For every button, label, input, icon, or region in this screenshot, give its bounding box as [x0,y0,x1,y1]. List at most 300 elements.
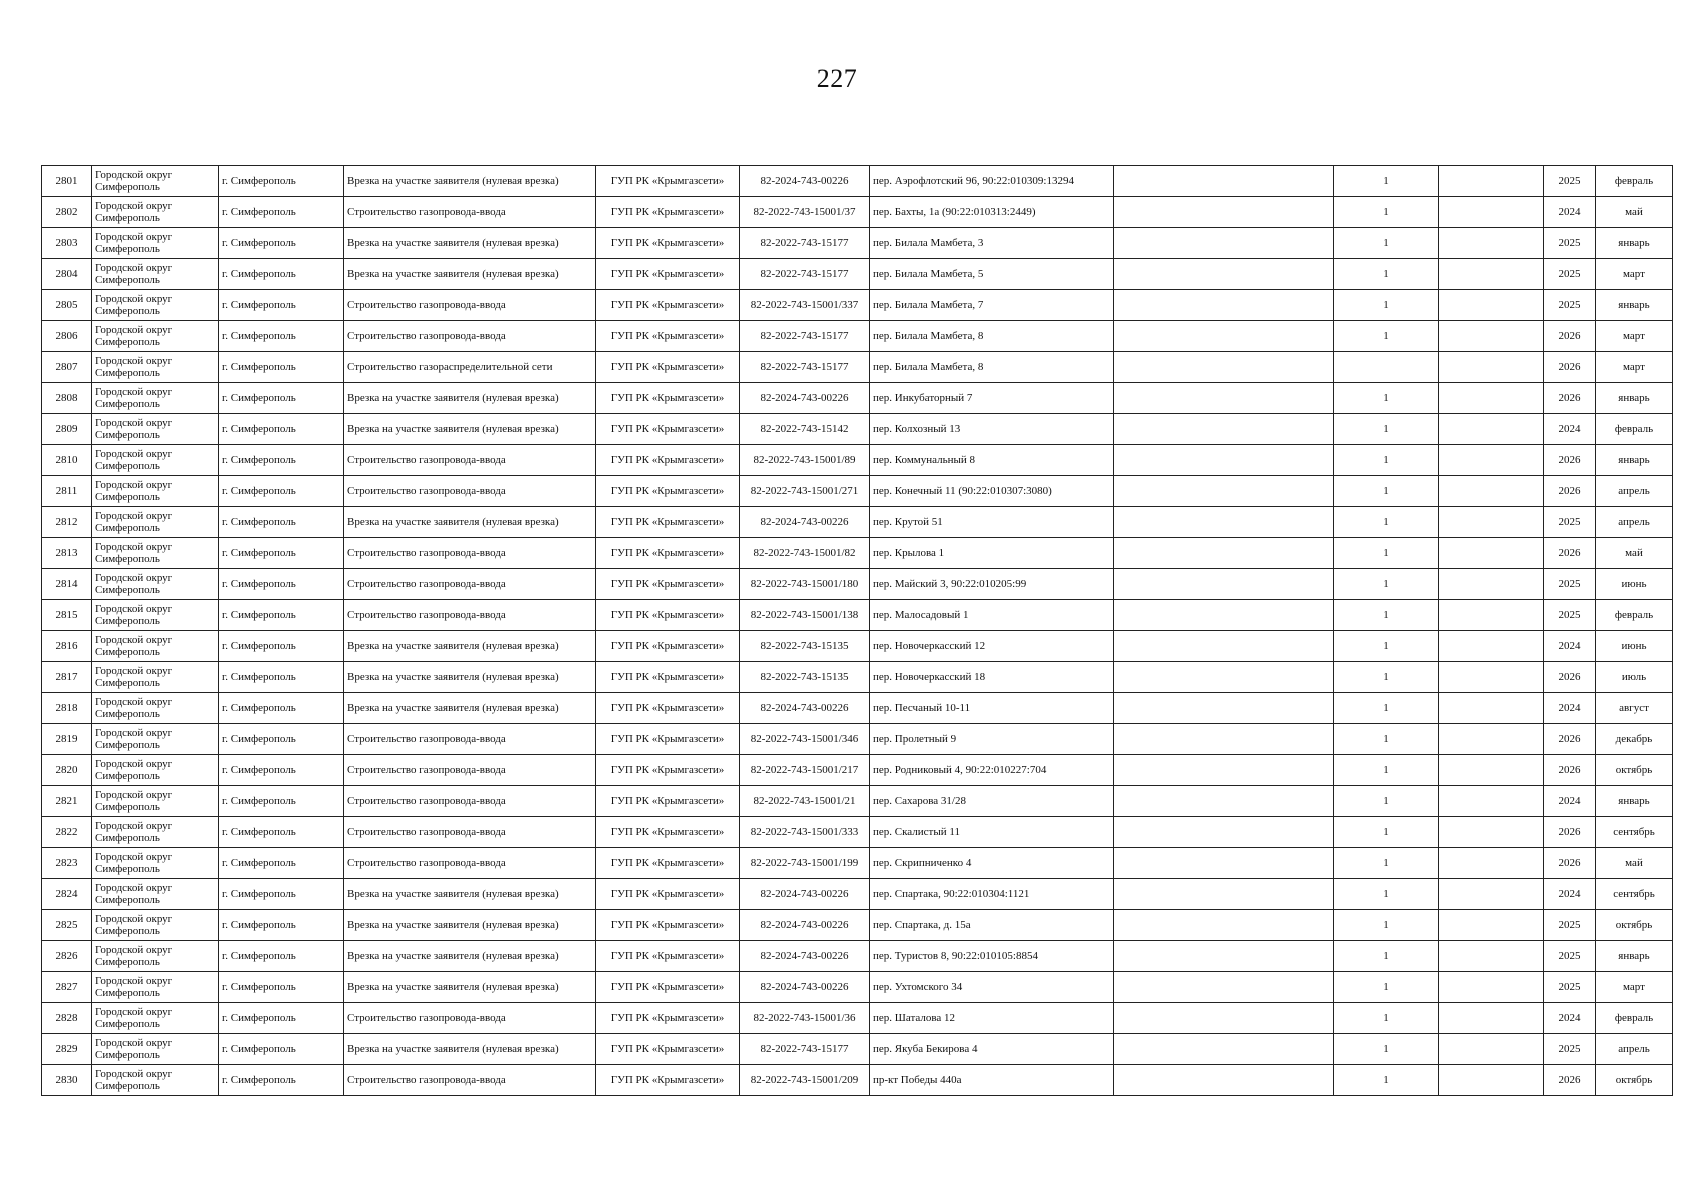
address-cell: пер. Ухтомского 34 [870,972,1114,1003]
district-cell: Городской округ Симферополь [92,972,219,1003]
quantity-cell: 1 [1334,197,1439,228]
owner-cell: ГУП РК «Крымгазсети» [596,228,740,259]
address-cell: пер. Крутой 51 [870,507,1114,538]
row-number: 2808 [42,383,92,414]
month-cell: июнь [1596,569,1673,600]
program-code-cell: 82-2022-743-15177 [740,1034,870,1065]
work-type-cell: Врезка на участке заявителя (нулевая врезка) [344,972,596,1003]
row-number: 2822 [42,817,92,848]
year-cell: 2025 [1544,569,1596,600]
year-cell: 2026 [1544,476,1596,507]
empty-cell [1439,755,1544,786]
month-cell: март [1596,321,1673,352]
row-number: 2811 [42,476,92,507]
district-cell: Городской округ Симферополь [92,631,219,662]
row-number: 2815 [42,600,92,631]
program-code-cell: 82-2022-743-15177 [740,352,870,383]
empty-cell [1114,507,1334,538]
row-number: 2825 [42,910,92,941]
empty-cell [1439,724,1544,755]
row-number: 2820 [42,755,92,786]
year-cell: 2026 [1544,1065,1596,1096]
quantity-cell: 1 [1334,693,1439,724]
row-number: 2807 [42,352,92,383]
row-number: 2806 [42,321,92,352]
empty-cell [1439,600,1544,631]
year-cell: 2024 [1544,197,1596,228]
empty-cell [1114,228,1334,259]
empty-cell [1439,848,1544,879]
address-cell: пер. Спартака, д. 15а [870,910,1114,941]
quantity-cell [1334,352,1439,383]
address-cell: пер. Родниковый 4, 90:22:010227:704 [870,755,1114,786]
address-cell: пер. Бахты, 1а (90:22:010313:2449) [870,197,1114,228]
month-cell: январь [1596,786,1673,817]
row-number: 2819 [42,724,92,755]
work-type-cell: Врезка на участке заявителя (нулевая врезка) [344,166,596,197]
address-cell: пер. Шаталова 12 [870,1003,1114,1034]
empty-cell [1114,662,1334,693]
city-cell: г. Симферополь [219,414,344,445]
district-cell: Городской округ Симферополь [92,662,219,693]
city-cell: г. Симферополь [219,166,344,197]
registry-table [41,165,1673,1096]
month-cell: апрель [1596,1034,1673,1065]
quantity-cell: 1 [1334,941,1439,972]
year-cell: 2024 [1544,1003,1596,1034]
empty-cell [1114,817,1334,848]
row-number: 2817 [42,662,92,693]
city-cell: г. Симферополь [219,848,344,879]
work-type-cell: Строительство газопровода-ввода [344,197,596,228]
table-row [42,910,1673,941]
empty-cell [1439,910,1544,941]
empty-cell [1114,197,1334,228]
program-code-cell: 82-2022-743-15001/89 [740,445,870,476]
empty-cell [1439,259,1544,290]
empty-cell [1439,445,1544,476]
year-cell: 2026 [1544,817,1596,848]
city-cell: г. Симферополь [219,507,344,538]
city-cell: г. Симферополь [219,569,344,600]
city-cell: г. Симферополь [219,662,344,693]
empty-cell [1439,693,1544,724]
year-cell: 2025 [1544,259,1596,290]
empty-cell [1439,476,1544,507]
address-cell: пер. Билала Мамбета, 8 [870,352,1114,383]
district-cell: Городской округ Симферополь [92,786,219,817]
owner-cell: ГУП РК «Крымгазсети» [596,631,740,662]
month-cell: март [1596,972,1673,1003]
month-cell: февраль [1596,166,1673,197]
address-cell: пер. Билала Мамбета, 3 [870,228,1114,259]
row-number: 2805 [42,290,92,321]
address-cell: пер. Билала Мамбета, 8 [870,321,1114,352]
month-cell: январь [1596,445,1673,476]
empty-cell [1114,941,1334,972]
table-row [42,693,1673,724]
quantity-cell: 1 [1334,786,1439,817]
row-number: 2824 [42,879,92,910]
owner-cell: ГУП РК «Крымгазсети» [596,848,740,879]
city-cell: г. Симферополь [219,259,344,290]
month-cell: декабрь [1596,724,1673,755]
city-cell: г. Симферополь [219,445,344,476]
empty-cell [1439,941,1544,972]
empty-cell [1114,879,1334,910]
owner-cell: ГУП РК «Крымгазсети» [596,1034,740,1065]
row-number: 2813 [42,538,92,569]
city-cell: г. Симферополь [219,972,344,1003]
work-type-cell: Строительство газопровода-ввода [344,817,596,848]
empty-cell [1439,352,1544,383]
empty-cell [1114,910,1334,941]
year-cell: 2026 [1544,755,1596,786]
district-cell: Городской округ Симферополь [92,1034,219,1065]
empty-cell [1114,972,1334,1003]
address-cell: пер. Якуба Бекирова 4 [870,1034,1114,1065]
month-cell: февраль [1596,414,1673,445]
work-type-cell: Строительство газопровода-ввода [344,1003,596,1034]
empty-cell [1114,693,1334,724]
year-cell: 2025 [1544,507,1596,538]
empty-cell [1114,1065,1334,1096]
city-cell: г. Симферополь [219,476,344,507]
work-type-cell: Строительство газопровода-ввода [344,569,596,600]
quantity-cell: 1 [1334,1034,1439,1065]
empty-cell [1114,569,1334,600]
row-number: 2823 [42,848,92,879]
city-cell: г. Симферополь [219,1003,344,1034]
table-row [42,414,1673,445]
empty-cell [1439,321,1544,352]
program-code-cell: 82-2024-743-00226 [740,166,870,197]
month-cell: февраль [1596,1003,1673,1034]
row-number: 2809 [42,414,92,445]
empty-cell [1114,290,1334,321]
address-cell: пер. Малосадовый 1 [870,600,1114,631]
quantity-cell: 1 [1334,321,1439,352]
quantity-cell: 1 [1334,569,1439,600]
empty-cell [1114,383,1334,414]
work-type-cell: Врезка на участке заявителя (нулевая врезка) [344,910,596,941]
empty-cell [1439,569,1544,600]
city-cell: г. Симферополь [219,755,344,786]
district-cell: Городской округ Симферополь [92,910,219,941]
table-row [42,259,1673,290]
city-cell: г. Симферополь [219,817,344,848]
work-type-cell: Врезка на участке заявителя (нулевая врезка) [344,228,596,259]
month-cell: сентябрь [1596,817,1673,848]
district-cell: Городской округ Симферополь [92,197,219,228]
owner-cell: ГУП РК «Крымгазсети» [596,414,740,445]
city-cell: г. Симферополь [219,538,344,569]
empty-cell [1114,166,1334,197]
quantity-cell: 1 [1334,724,1439,755]
owner-cell: ГУП РК «Крымгазсети» [596,724,740,755]
owner-cell: ГУП РК «Крымгазсети» [596,259,740,290]
row-number: 2828 [42,1003,92,1034]
table-row [42,755,1673,786]
district-cell: Городской округ Симферополь [92,600,219,631]
work-type-cell: Строительство газопровода-ввода [344,786,596,817]
city-cell: г. Симферополь [219,693,344,724]
work-type-cell: Строительство газопровода-ввода [344,724,596,755]
program-code-cell: 82-2022-743-15001/21 [740,786,870,817]
quantity-cell: 1 [1334,476,1439,507]
program-code-cell: 82-2024-743-00226 [740,507,870,538]
table-row [42,786,1673,817]
empty-cell [1114,1003,1334,1034]
empty-cell [1439,1034,1544,1065]
address-cell: пер. Песчаный 10-11 [870,693,1114,724]
city-cell: г. Симферополь [219,228,344,259]
district-cell: Городской округ Симферополь [92,879,219,910]
program-code-cell: 82-2024-743-00226 [740,879,870,910]
program-code-cell: 82-2022-743-15177 [740,259,870,290]
program-code-cell: 82-2022-743-15001/337 [740,290,870,321]
year-cell: 2026 [1544,662,1596,693]
table-row [42,321,1673,352]
program-code-cell: 82-2022-743-15177 [740,321,870,352]
work-type-cell: Строительство газопровода-ввода [344,755,596,786]
work-type-cell: Врезка на участке заявителя (нулевая врезка) [344,383,596,414]
month-cell: январь [1596,383,1673,414]
owner-cell: ГУП РК «Крымгазсети» [596,786,740,817]
owner-cell: ГУП РК «Крымгазсети» [596,879,740,910]
quantity-cell: 1 [1334,228,1439,259]
row-number: 2821 [42,786,92,817]
owner-cell: ГУП РК «Крымгазсети» [596,197,740,228]
work-type-cell: Врезка на участке заявителя (нулевая врезка) [344,662,596,693]
quantity-cell: 1 [1334,445,1439,476]
owner-cell: ГУП РК «Крымгазсети» [596,693,740,724]
address-cell: пер. Аэрофлотский 96, 90:22:010309:13294 [870,166,1114,197]
district-cell: Городской округ Симферополь [92,1003,219,1034]
city-cell: г. Симферополь [219,321,344,352]
city-cell: г. Симферополь [219,1034,344,1065]
owner-cell: ГУП РК «Крымгазсети» [596,817,740,848]
owner-cell: ГУП РК «Крымгазсети» [596,1065,740,1096]
quantity-cell: 1 [1334,662,1439,693]
empty-cell [1439,228,1544,259]
program-code-cell: 82-2022-743-15001/37 [740,197,870,228]
month-cell: октябрь [1596,1065,1673,1096]
city-cell: г. Симферополь [219,197,344,228]
quantity-cell: 1 [1334,259,1439,290]
program-code-cell: 82-2024-743-00226 [740,910,870,941]
table-row [42,166,1673,197]
empty-cell [1439,197,1544,228]
empty-cell [1114,445,1334,476]
table-row [42,290,1673,321]
owner-cell: ГУП РК «Крымгазсети» [596,290,740,321]
owner-cell: ГУП РК «Крымгазсети» [596,507,740,538]
empty-cell [1114,476,1334,507]
work-type-cell: Врезка на участке заявителя (нулевая врезка) [344,879,596,910]
empty-cell [1439,538,1544,569]
program-code-cell: 82-2022-743-15135 [740,662,870,693]
month-cell: январь [1596,228,1673,259]
year-cell: 2024 [1544,414,1596,445]
work-type-cell: Врезка на участке заявителя (нулевая врезка) [344,507,596,538]
month-cell: сентябрь [1596,879,1673,910]
district-cell: Городской округ Симферополь [92,693,219,724]
year-cell: 2025 [1544,600,1596,631]
empty-cell [1114,631,1334,662]
owner-cell: ГУП РК «Крымгазсети» [596,755,740,786]
district-cell: Городской округ Симферополь [92,476,219,507]
address-cell: пр-кт Победы 440а [870,1065,1114,1096]
address-cell: пер. Билала Мамбета, 7 [870,290,1114,321]
table-row [42,972,1673,1003]
quantity-cell: 1 [1334,1003,1439,1034]
empty-cell [1439,786,1544,817]
quantity-cell: 1 [1334,631,1439,662]
program-code-cell: 82-2022-743-15001/333 [740,817,870,848]
district-cell: Городской округ Симферополь [92,166,219,197]
address-cell: пер. Конечный 11 (90:22:010307:3080) [870,476,1114,507]
district-cell: Городской округ Симферополь [92,817,219,848]
quantity-cell: 1 [1334,507,1439,538]
table-row [42,383,1673,414]
district-cell: Городской округ Симферополь [92,538,219,569]
month-cell: май [1596,848,1673,879]
empty-cell [1439,1065,1544,1096]
program-code-cell: 82-2022-743-15177 [740,228,870,259]
empty-cell [1439,662,1544,693]
address-cell: пер. Туристов 8, 90:22:010105:8854 [870,941,1114,972]
work-type-cell: Строительство газопровода-ввода [344,321,596,352]
district-cell: Городской округ Симферополь [92,755,219,786]
table-row [42,662,1673,693]
work-type-cell: Врезка на участке заявителя (нулевая врезка) [344,941,596,972]
address-cell: пер. Билала Мамбета, 5 [870,259,1114,290]
owner-cell: ГУП РК «Крымгазсети» [596,972,740,1003]
program-code-cell: 82-2022-743-15001/36 [740,1003,870,1034]
work-type-cell: Строительство газопровода-ввода [344,848,596,879]
work-type-cell: Строительство газопровода-ввода [344,1065,596,1096]
program-code-cell: 82-2022-743-15135 [740,631,870,662]
district-cell: Городской округ Симферополь [92,1065,219,1096]
work-type-cell: Строительство газопровода-ввода [344,476,596,507]
empty-cell [1114,352,1334,383]
month-cell: октябрь [1596,755,1673,786]
quantity-cell: 1 [1334,910,1439,941]
city-cell: г. Симферополь [219,600,344,631]
table-row [42,631,1673,662]
district-cell: Городской округ Симферополь [92,290,219,321]
owner-cell: ГУП РК «Крымгазсети» [596,445,740,476]
city-cell: г. Симферополь [219,879,344,910]
year-cell: 2024 [1544,693,1596,724]
row-number: 2818 [42,693,92,724]
quantity-cell: 1 [1334,817,1439,848]
empty-cell [1114,755,1334,786]
year-cell: 2025 [1544,290,1596,321]
work-type-cell: Врезка на участке заявителя (нулевая врезка) [344,1034,596,1065]
month-cell: март [1596,352,1673,383]
row-number: 2826 [42,941,92,972]
district-cell: Городской округ Симферополь [92,941,219,972]
empty-cell [1439,1003,1544,1034]
empty-cell [1439,972,1544,1003]
month-cell: январь [1596,941,1673,972]
owner-cell: ГУП РК «Крымгазсети» [596,538,740,569]
year-cell: 2024 [1544,786,1596,817]
year-cell: 2025 [1544,228,1596,259]
quantity-cell: 1 [1334,290,1439,321]
district-cell: Городской округ Симферополь [92,848,219,879]
work-type-cell: Врезка на участке заявителя (нулевая врезка) [344,259,596,290]
month-cell: июль [1596,662,1673,693]
program-code-cell: 82-2022-743-15001/199 [740,848,870,879]
row-number: 2829 [42,1034,92,1065]
empty-cell [1114,259,1334,290]
year-cell: 2025 [1544,941,1596,972]
registry-body [42,166,1673,1096]
table-row [42,507,1673,538]
program-code-cell: 82-2022-743-15001/180 [740,569,870,600]
district-cell: Городской округ Симферополь [92,259,219,290]
page-number: 227 [816,64,858,93]
empty-cell [1114,724,1334,755]
address-cell: пер. Инкубаторный 7 [870,383,1114,414]
address-cell: пер. Пролетный 9 [870,724,1114,755]
row-number: 2801 [42,166,92,197]
owner-cell: ГУП РК «Крымгазсети» [596,600,740,631]
quantity-cell: 1 [1334,1065,1439,1096]
owner-cell: ГУП РК «Крымгазсети» [596,321,740,352]
district-cell: Городской округ Симферополь [92,352,219,383]
quantity-cell: 1 [1334,414,1439,445]
table-row [42,879,1673,910]
year-cell: 2026 [1544,383,1596,414]
table-row [42,1003,1673,1034]
quantity-cell: 1 [1334,600,1439,631]
city-cell: г. Симферополь [219,1065,344,1096]
table-row [42,600,1673,631]
program-code-cell: 82-2022-743-15001/209 [740,1065,870,1096]
year-cell: 2025 [1544,166,1596,197]
table-row [42,538,1673,569]
city-cell: г. Симферополь [219,910,344,941]
row-number: 2810 [42,445,92,476]
month-cell: апрель [1596,507,1673,538]
empty-cell [1439,507,1544,538]
month-cell: март [1596,259,1673,290]
address-cell: пер. Коммунальный 8 [870,445,1114,476]
work-type-cell: Врезка на участке заявителя (нулевая врезка) [344,414,596,445]
month-cell: май [1596,197,1673,228]
empty-cell [1439,383,1544,414]
table-row [42,476,1673,507]
address-cell: пер. Новочеркасский 18 [870,662,1114,693]
quantity-cell: 1 [1334,755,1439,786]
empty-cell [1114,1034,1334,1065]
month-cell: август [1596,693,1673,724]
empty-cell [1439,817,1544,848]
work-type-cell: Строительство газопровода-ввода [344,445,596,476]
year-cell: 2024 [1544,879,1596,910]
district-cell: Городской округ Симферополь [92,228,219,259]
owner-cell: ГУП РК «Крымгазсети» [596,910,740,941]
address-cell: пер. Спартака, 90:22:010304:1121 [870,879,1114,910]
table-row [42,197,1673,228]
year-cell: 2026 [1544,538,1596,569]
empty-cell [1439,290,1544,321]
program-code-cell: 82-2022-743-15001/346 [740,724,870,755]
